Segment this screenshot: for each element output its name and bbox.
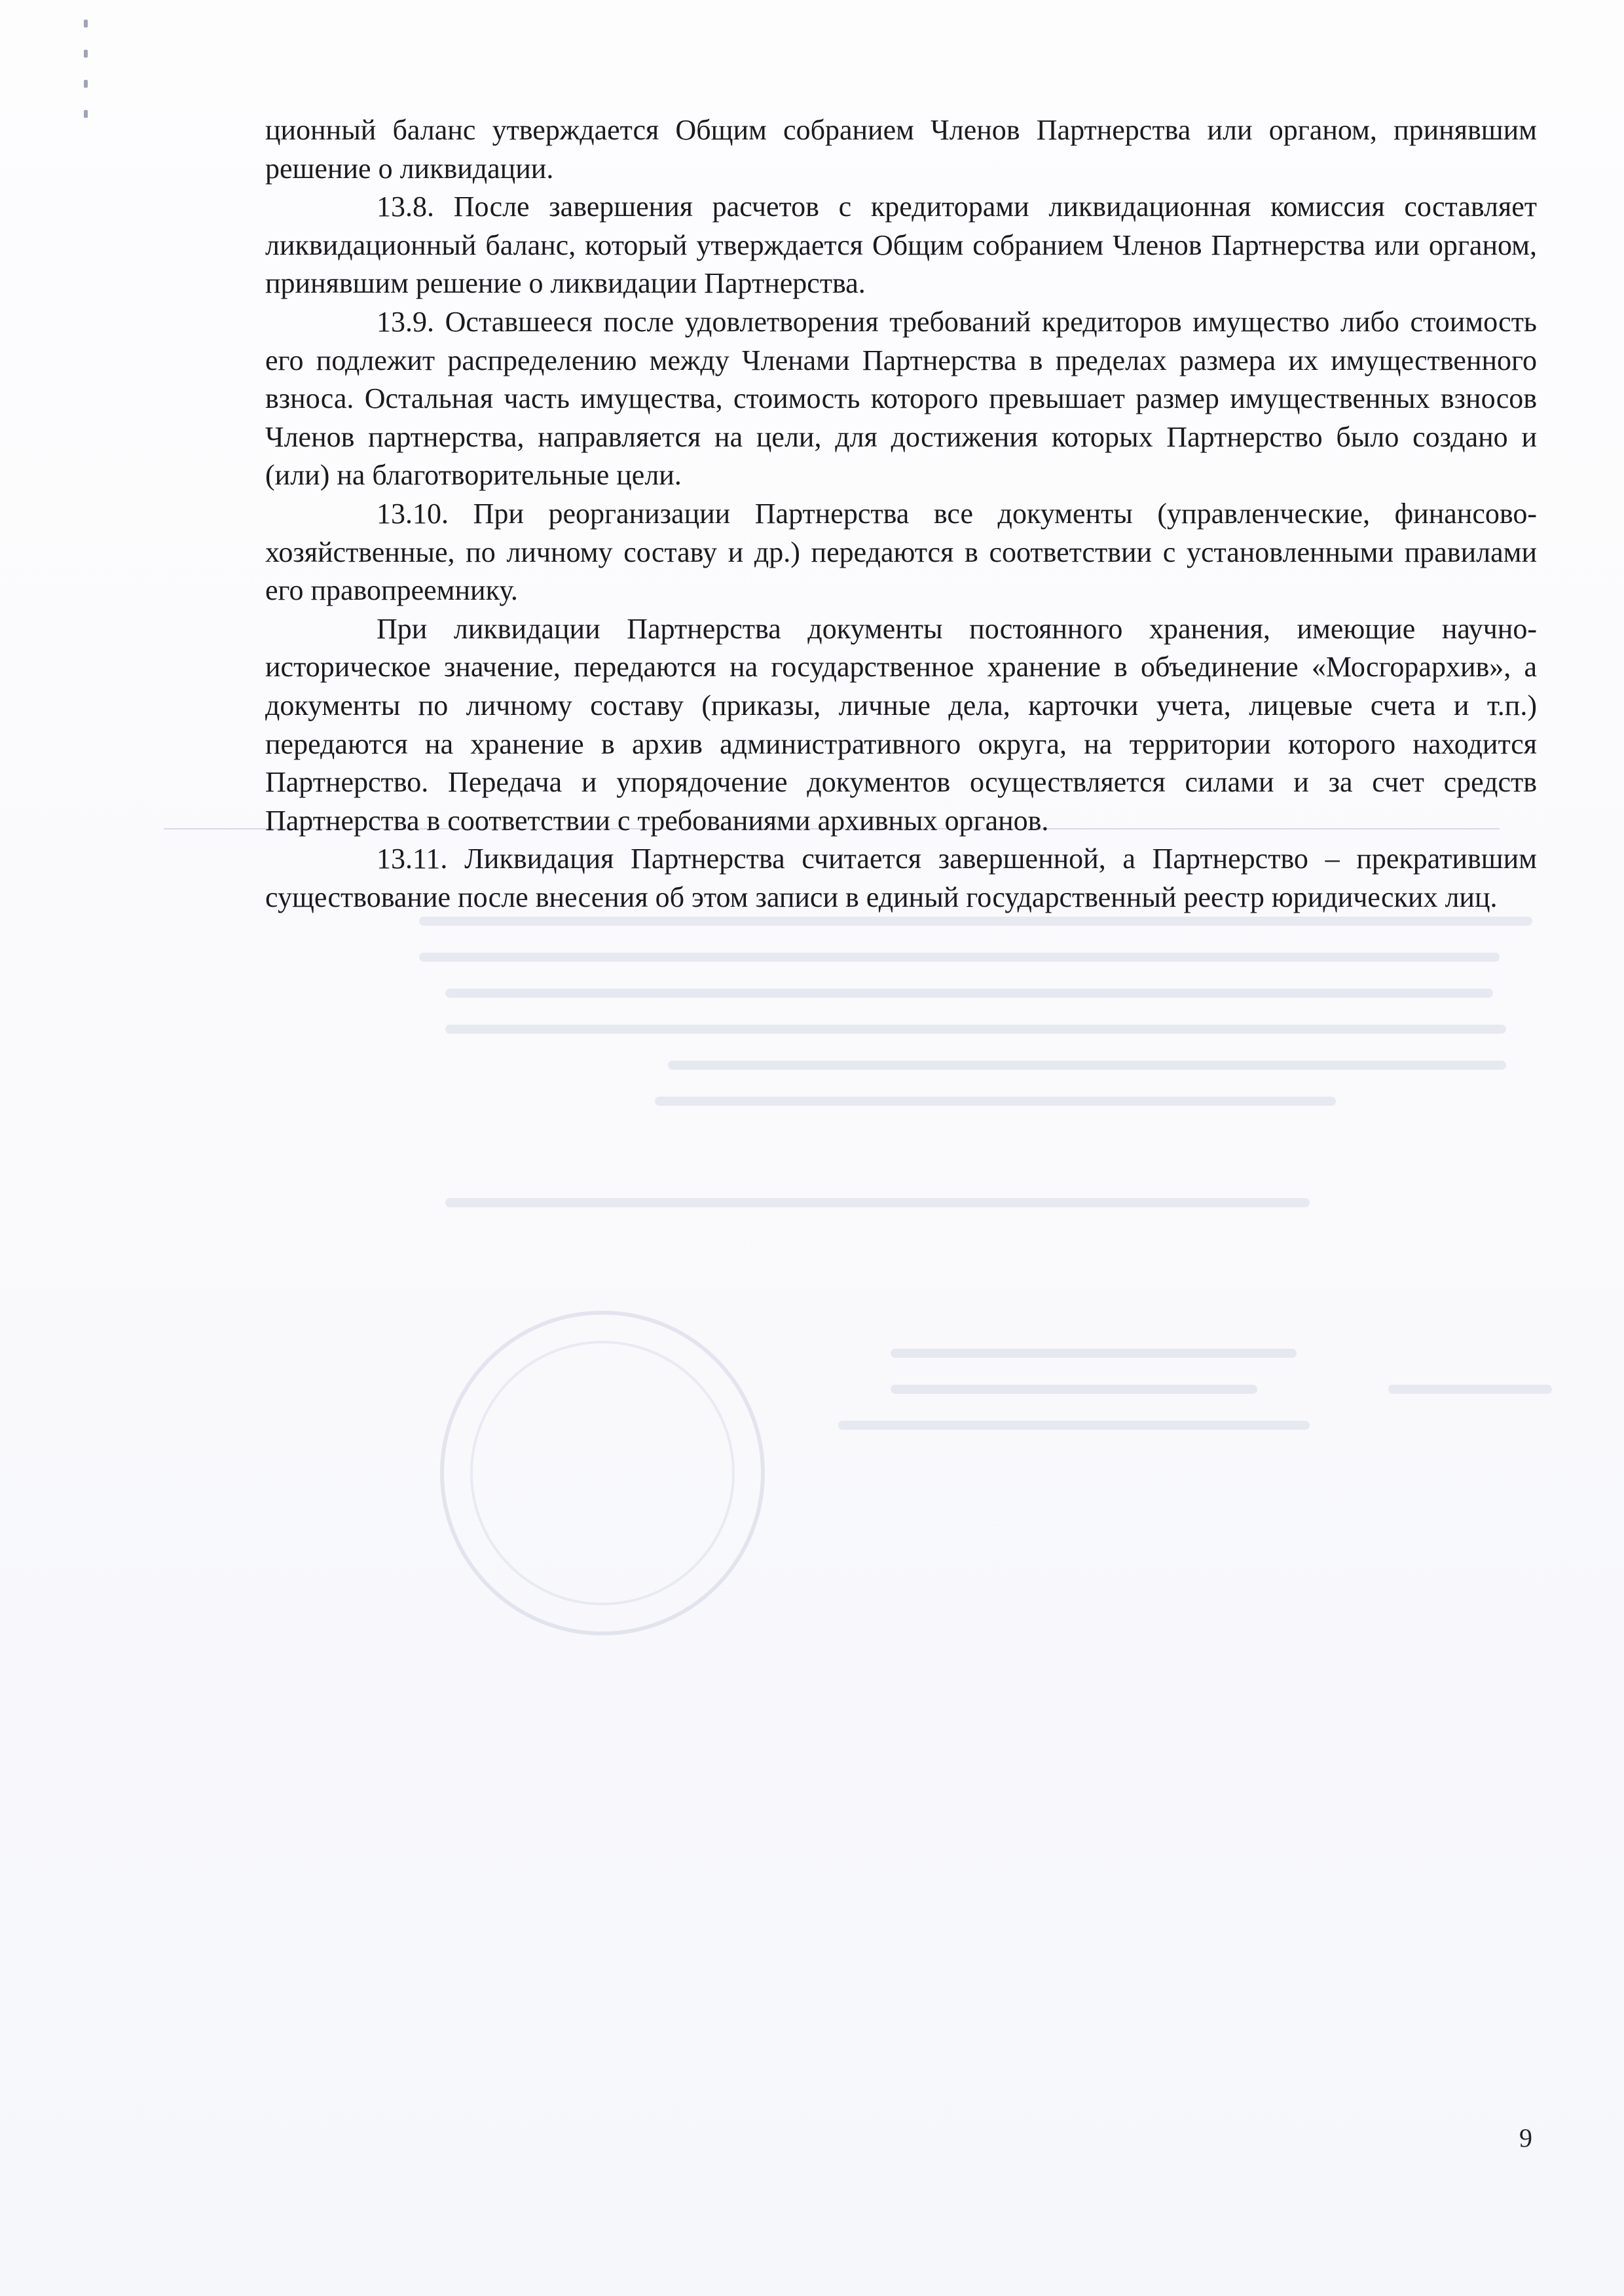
- paragraph-13-10: 13.10. При реорганизации Партнерства все документы (управленческие, финансово-хозяйственные, по личному составу и др.) передаются в соответствии с установленными правилами его правопреемнику.: [265, 497, 1537, 607]
- paragraph-13-11: 13.11. Ликвидация Партнерства считается завершенной, а Партнерство – прекратившим существование после внесения об этом записи в единый государственный реестр юридических лиц.: [265, 843, 1537, 913]
- paragraph-balance-continuation: ционный баланс утверждается Общим собранием Членов Партнерства или органом, принявшим решение о ликвидации.: [265, 114, 1537, 185]
- paragraph-13-8: 13.8. После завершения расчетов с кредиторами ликвидационная комиссия составляет ликвидационный баланс, который утверждается Общим собранием Членов Партнерства или органом, принявшим решение о ликвидации Партнерства.: [265, 191, 1537, 300]
- page-number: 9: [1519, 2123, 1532, 2153]
- document-body: [265, 111, 1537, 917]
- paragraph-liquidation-archives: При ликвидации Партнерства документы постоянного хранения, имеющие научно-историческое значение, передаются на государственное хранение в объединение «Мосгорархив», а документы по личному составу (приказы, личные дела, карточки учета, лицевые счета и т.п.) передаются на хранение в архив административного округа, на территории которого находится Партнерство. Передача и упорядочение документов осуществляется силами и за счет средств Партнерства в соответствии с требованиями архивных органов.: [265, 612, 1537, 837]
- punch-marks: [84, 20, 93, 144]
- bleed-through-text: [419, 871, 1565, 1499]
- paragraph-13-9: 13.9. Оставшееся после удовлетворения требований кредиторов имущество либо стоимость его подлежит распределению между Членами Партнерства в пределах размера их имущественного взноса. Остальная часть имущества, стоимость которого превышает размер имущественных взносов Членов партнерства, направляется на цели, для достижения которых Партнерство было создано и (или) на благотворительные цели.: [265, 305, 1537, 492]
